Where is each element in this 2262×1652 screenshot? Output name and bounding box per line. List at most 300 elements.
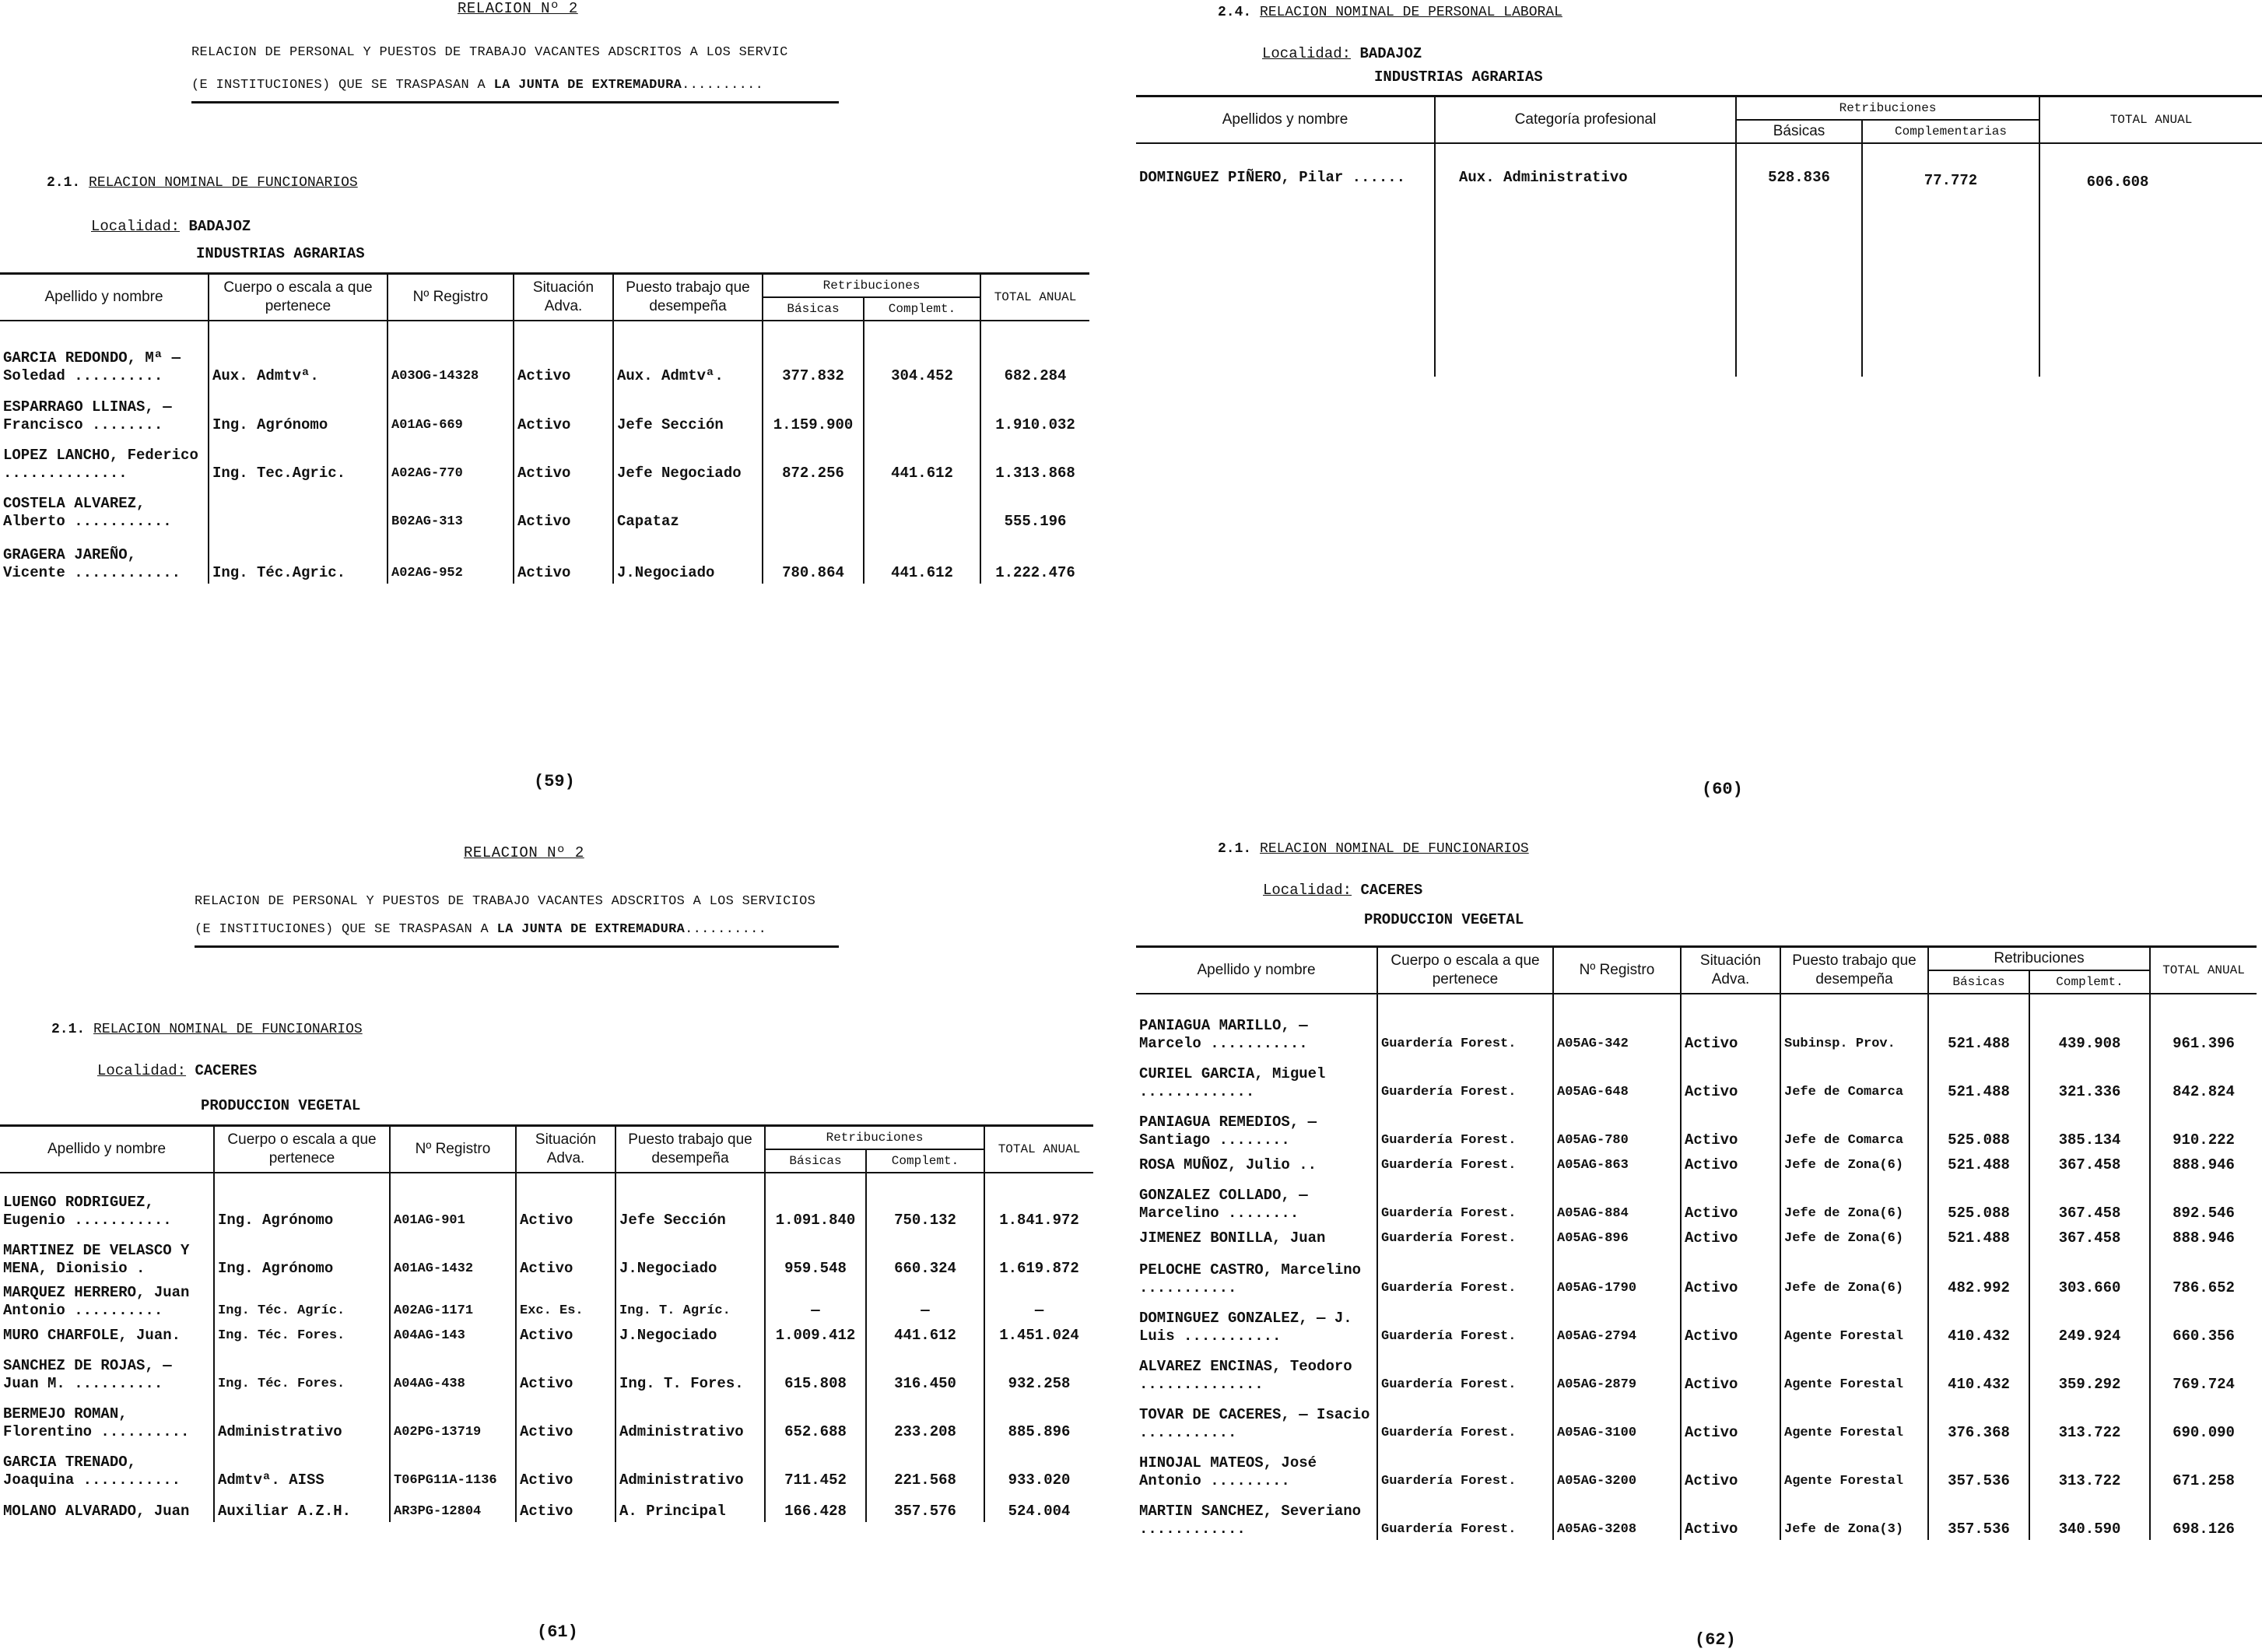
cell-name: LUENGO RODRIGUEZ, Eugenio ........... bbox=[3, 1194, 172, 1229]
cell-complem: 357.576 bbox=[866, 1491, 984, 1522]
cell-complem: 316.450 bbox=[866, 1346, 984, 1394]
cell-name: PELOCHE CASTRO, Marcelino ........... bbox=[1139, 1261, 1362, 1296]
col-basicas: Básicas bbox=[763, 297, 864, 321]
cell-complem: 439.908 bbox=[2029, 994, 2150, 1054]
section-label: RELACION NOMINAL DE FUNCIONARIOS bbox=[89, 175, 358, 191]
col-situacion: Situación Adva. bbox=[1681, 947, 1780, 994]
cell-situacion: Activo bbox=[1681, 1103, 1780, 1151]
page-number: (61) bbox=[537, 1622, 578, 1642]
cell-name: CURIEL GARCIA, Miguel ............. bbox=[1139, 1065, 1326, 1100]
table-row bbox=[1136, 1249, 2257, 1299]
cell-situacion: Activo bbox=[516, 1491, 615, 1522]
table-row bbox=[1136, 1443, 2257, 1492]
cell-total: 524.004 bbox=[984, 1491, 1093, 1522]
col-complem: Complementarias bbox=[1862, 120, 2039, 143]
col-retribuciones: Retribuciones bbox=[1928, 947, 2150, 971]
cell-basicas: 357.536 bbox=[1928, 1492, 2029, 1540]
table-row bbox=[0, 1394, 1093, 1443]
col-name: Apellido y nombre bbox=[0, 1126, 214, 1173]
cell-puesto: Capataz bbox=[613, 484, 763, 532]
cell-name: LOPEZ LANCHO, Federico .............. bbox=[3, 447, 198, 482]
cell-cuerpo: Guardería Forest. bbox=[1377, 994, 1553, 1054]
cell-registro: A05AG-863 bbox=[1553, 1151, 1681, 1176]
cell-cuerpo: Aux. Admtvª. bbox=[209, 321, 388, 387]
cell-basicas: 410.432 bbox=[1928, 1347, 2029, 1395]
cell-situacion: Activo bbox=[1681, 1347, 1780, 1395]
cell-registro: T06PG11A-1136 bbox=[390, 1443, 516, 1491]
cell-complem: 233.208 bbox=[866, 1394, 984, 1443]
cell-complem: 249.924 bbox=[2029, 1299, 2150, 1347]
cell-name: SANCHEZ DE ROJAS, — Juan M. .......... bbox=[3, 1357, 172, 1392]
cell-name: HINOJAL MATEOS, José Antonio ......... bbox=[1139, 1454, 1317, 1489]
cell-cuerpo: Guardería Forest. bbox=[1377, 1103, 1553, 1151]
cell-registro: A02PG-13719 bbox=[390, 1394, 516, 1443]
col-complem: Complemt. bbox=[2029, 970, 2150, 994]
cell-basicas: 525.088 bbox=[1928, 1176, 2029, 1224]
cell-cuerpo: Auxiliar A.Z.H. bbox=[214, 1491, 390, 1522]
cell-situacion: Activo bbox=[1681, 1492, 1780, 1540]
cell-registro: AR3PG-12804 bbox=[390, 1491, 516, 1522]
cell-basicas: 1.009.412 bbox=[765, 1321, 866, 1346]
cell-name: ALVAREZ ENCINAS, Teodoro .............. bbox=[1139, 1358, 1352, 1393]
cell-situacion: Activo bbox=[1681, 994, 1780, 1054]
page-60 bbox=[1136, 0, 2262, 825]
page-number: (62) bbox=[1695, 1630, 1736, 1650]
locality-label: Localidad: bbox=[97, 1062, 187, 1079]
cell-total: 910.222 bbox=[2150, 1103, 2257, 1151]
cell-complem: 77.772 bbox=[1862, 143, 2039, 377]
table-row bbox=[1136, 1492, 2257, 1540]
table-row bbox=[0, 532, 1089, 584]
cell-total: — bbox=[984, 1279, 1093, 1321]
cell-puesto: Agente Forestal bbox=[1780, 1395, 1928, 1443]
cell-name: DOMINGUEZ PIÑERO, Pilar ...... bbox=[1139, 169, 1406, 186]
locality-value: BADAJOZ bbox=[188, 218, 251, 235]
header-prefix: (E INSTITUCIONES) QUE SE TRASPASAN A bbox=[195, 922, 489, 937]
page-number: (59) bbox=[534, 772, 575, 791]
table-row bbox=[0, 1279, 1093, 1321]
col-puesto: Puesto trabajo que desempeña bbox=[615, 1126, 765, 1173]
page-62 bbox=[1136, 837, 2262, 1652]
relation-header-line1: RELACION DE PERSONAL Y PUESTOS DE TRABAJO VACANTES ADSCRITOS A LOS SERVICIOS bbox=[195, 894, 816, 909]
personnel-table bbox=[0, 1124, 1093, 1522]
table-row bbox=[0, 321, 1089, 387]
cell-cuerpo: Guardería Forest. bbox=[1377, 1443, 1553, 1492]
cell-puesto: Agente Forestal bbox=[1780, 1347, 1928, 1395]
table-row bbox=[0, 1231, 1093, 1279]
cell-registro: A05AG-3100 bbox=[1553, 1395, 1681, 1443]
cell-complem: 304.452 bbox=[864, 321, 980, 387]
cell-name: GARCIA TRENADO, Joaquina ........... bbox=[3, 1454, 181, 1489]
section-number: 2.1. bbox=[51, 1022, 86, 1037]
cell-situacion: Activo bbox=[1681, 1443, 1780, 1492]
cell-complem bbox=[864, 387, 980, 436]
col-puesto: Puesto trabajo que desempeña bbox=[1780, 947, 1928, 994]
cell-name: PANIAGUA MARILLO, — Marcelo ........... bbox=[1139, 1017, 1308, 1052]
cell-basicas: 528.836 bbox=[1736, 143, 1862, 377]
locality bbox=[97, 1062, 257, 1079]
cell-cuerpo: Guardería Forest. bbox=[1377, 1151, 1553, 1176]
col-name: Apellidos y nombre bbox=[1136, 96, 1435, 144]
cell-total: 1.619.872 bbox=[984, 1231, 1093, 1279]
table-row bbox=[0, 436, 1089, 484]
cell-cuerpo: Guardería Forest. bbox=[1377, 1492, 1553, 1540]
cell-complem: 313.722 bbox=[2029, 1443, 2150, 1492]
cell-registro: A05AG-896 bbox=[1553, 1224, 1681, 1249]
cell-basicas: 521.488 bbox=[1928, 994, 2029, 1054]
relation-title: RELACION Nº 2 bbox=[458, 0, 578, 17]
cell-basicas: 615.808 bbox=[765, 1346, 866, 1394]
cell-puesto: J.Negociado bbox=[615, 1321, 765, 1346]
cell-cuerpo: Ing. Téc.Agric. bbox=[209, 532, 388, 584]
col-name: Apellido y nombre bbox=[0, 274, 209, 321]
table-row bbox=[1136, 1054, 2257, 1103]
col-basicas: Básicas bbox=[1928, 970, 2029, 994]
cell-puesto: Jefe de Zona(6) bbox=[1780, 1249, 1928, 1299]
cell-situacion: Activo bbox=[514, 321, 613, 387]
relation-header-line2 bbox=[195, 922, 766, 937]
cell-registro: A02AG-952 bbox=[388, 532, 514, 584]
section-heading bbox=[1218, 5, 1562, 20]
cell-name: MURO CHARFOLE, Juan. bbox=[3, 1327, 181, 1344]
cell-complem: 313.722 bbox=[2029, 1395, 2150, 1443]
col-categoria: Categoría profesional bbox=[1435, 96, 1736, 144]
cell-total: 698.126 bbox=[2150, 1492, 2257, 1540]
cell-complem: 367.458 bbox=[2029, 1176, 2150, 1224]
cell-situacion: Activo bbox=[516, 1321, 615, 1346]
relation-header-line2 bbox=[191, 78, 763, 93]
cell-name: JIMENEZ BONILLA, Juan bbox=[1139, 1229, 1326, 1247]
locality-value: CACERES bbox=[1360, 882, 1423, 899]
unit-name: INDUSTRIAS AGRARIAS bbox=[196, 245, 365, 262]
cell-registro: A05AG-3200 bbox=[1553, 1443, 1681, 1492]
page-number: (60) bbox=[1702, 780, 1743, 799]
cell-registro: A05AG-2879 bbox=[1553, 1347, 1681, 1395]
cell-total: 690.090 bbox=[2150, 1395, 2257, 1443]
cell-cuerpo: Ing. Agrónomo bbox=[209, 387, 388, 436]
table-row bbox=[0, 1443, 1093, 1491]
cell-total: 671.258 bbox=[2150, 1443, 2257, 1492]
relation-title: RELACION Nº 2 bbox=[464, 844, 584, 861]
cell-situacion: Activo bbox=[1681, 1299, 1780, 1347]
unit-name: PRODUCCION VEGETAL bbox=[201, 1097, 361, 1114]
cell-puesto: J.Negociado bbox=[615, 1231, 765, 1279]
table-row bbox=[0, 1491, 1093, 1522]
cell-cuerpo: Ing. Téc. Fores. bbox=[214, 1321, 390, 1346]
cell-registro: A05AG-2794 bbox=[1553, 1299, 1681, 1347]
cell-situacion: Exc. Es. bbox=[516, 1279, 615, 1321]
cell-puesto: Agente Forestal bbox=[1780, 1299, 1928, 1347]
table-row bbox=[1136, 1151, 2257, 1176]
col-total: TOTAL ANUAL bbox=[2039, 96, 2262, 144]
unit-name: INDUSTRIAS AGRARIAS bbox=[1374, 68, 1543, 86]
cell-cuerpo: Guardería Forest. bbox=[1377, 1054, 1553, 1103]
col-situacion: Situación Adva. bbox=[514, 274, 613, 321]
cell-name: COSTELA ALVAREZ, Alberto ........... bbox=[3, 495, 172, 530]
cell-total: 885.896 bbox=[984, 1394, 1093, 1443]
section-number: 2.4. bbox=[1218, 5, 1252, 20]
cell-total: 892.546 bbox=[2150, 1176, 2257, 1224]
cell-complem: 359.292 bbox=[2029, 1347, 2150, 1395]
cell-basicas bbox=[763, 484, 864, 532]
cell-basicas: 377.832 bbox=[763, 321, 864, 387]
cell-total: 1.451.024 bbox=[984, 1321, 1093, 1346]
cell-total: 842.824 bbox=[2150, 1054, 2257, 1103]
cell-situacion: Activo bbox=[1681, 1224, 1780, 1249]
cell-complem: 221.568 bbox=[866, 1443, 984, 1491]
cell-situacion: Activo bbox=[516, 1231, 615, 1279]
cell-name: GONZALEZ COLLADO, — Marcelino ........ bbox=[1139, 1187, 1308, 1222]
table-row bbox=[0, 1173, 1093, 1231]
cell-puesto: Agente Forestal bbox=[1780, 1443, 1928, 1492]
cell-cuerpo: Ing. Téc. Agríc. bbox=[214, 1279, 390, 1321]
col-retribuciones: Retribuciones bbox=[1736, 96, 2039, 121]
section-label: RELACION NOMINAL DE PERSONAL LABORAL bbox=[1260, 5, 1562, 20]
cell-registro: B02AG-313 bbox=[388, 484, 514, 532]
cell-puesto: Ing. T. Fores. bbox=[615, 1346, 765, 1394]
cell-name: GARCIA REDONDO, Mª — Soledad .......... bbox=[3, 349, 181, 384]
labor-personnel-table bbox=[1136, 95, 2262, 377]
cell-cuerpo: Admtvª. AISS bbox=[214, 1443, 390, 1491]
cell-situacion: Activo bbox=[514, 436, 613, 484]
cell-total: 888.946 bbox=[2150, 1224, 2257, 1249]
cell-puesto: Aux. Admtvª. bbox=[613, 321, 763, 387]
cell-basicas: 525.088 bbox=[1928, 1103, 2029, 1151]
cell-situacion: Activo bbox=[516, 1346, 615, 1394]
page-59 bbox=[0, 0, 1128, 825]
cell-name: ESPARRAGO LLINAS, — Francisco ........ bbox=[3, 398, 172, 433]
cell-puesto: Administrativo bbox=[615, 1443, 765, 1491]
header-rule bbox=[191, 101, 839, 103]
cell-name: GRAGERA JAREÑO, Vicente ............ bbox=[3, 546, 181, 581]
col-complem: Complemt. bbox=[864, 297, 980, 321]
cell-basicas: 482.992 bbox=[1928, 1249, 2029, 1299]
header-entity: LA JUNTA DE EXTREMADURA bbox=[496, 922, 686, 937]
section-heading bbox=[1218, 841, 1529, 857]
section-heading bbox=[47, 175, 358, 191]
cell-registro: A05AG-780 bbox=[1553, 1103, 1681, 1151]
table-row bbox=[1136, 1347, 2257, 1395]
cell-total: 769.724 bbox=[2150, 1347, 2257, 1395]
cell-cuerpo: Guardería Forest. bbox=[1377, 1176, 1553, 1224]
cell-cuerpo: Ing. Agrónomo bbox=[214, 1231, 390, 1279]
col-cuerpo: Cuerpo o escala a que pertenece bbox=[1377, 947, 1553, 994]
col-total: TOTAL ANUAL bbox=[984, 1126, 1093, 1173]
cell-basicas: 521.488 bbox=[1928, 1054, 2029, 1103]
col-registro: Nº Registro bbox=[388, 274, 514, 321]
cell-name: PANIAGUA REMEDIOS, — Santiago ........ bbox=[1139, 1114, 1317, 1149]
locality-label: Localidad: bbox=[1263, 882, 1352, 899]
col-basicas: Básicas bbox=[765, 1149, 866, 1173]
cell-situacion: Activo bbox=[1681, 1054, 1780, 1103]
cell-cuerpo: Ing. Agrónomo bbox=[214, 1173, 390, 1231]
col-registro: Nº Registro bbox=[1553, 947, 1681, 994]
cell-cuerpo bbox=[209, 484, 388, 532]
cell-situacion: Activo bbox=[1681, 1176, 1780, 1224]
section-number: 2.1. bbox=[47, 175, 81, 191]
cell-name: DOMINGUEZ GONZALEZ, — J. Luis ........... bbox=[1139, 1310, 1352, 1345]
cell-name: MARQUEZ HERRERO, Juan Antonio .......... bbox=[3, 1284, 190, 1319]
relation-header-line1: RELACION DE PERSONAL Y PUESTOS DE TRABAJO VACANTES ADSCRITOS A LOS SERVIC bbox=[191, 45, 788, 60]
col-cuerpo: Cuerpo o escala a que pertenece bbox=[214, 1126, 390, 1173]
cell-total: 1.841.972 bbox=[984, 1173, 1093, 1231]
cell-puesto: Jefe Sección bbox=[613, 387, 763, 436]
cell-situacion: Activo bbox=[514, 532, 613, 584]
cell-registro: A05AG-1790 bbox=[1553, 1249, 1681, 1299]
cell-total: 933.020 bbox=[984, 1443, 1093, 1491]
col-complem: Complemt. bbox=[866, 1149, 984, 1173]
cell-puesto: Jefe de Zona(6) bbox=[1780, 1224, 1928, 1249]
cell-registro: A03OG-14328 bbox=[388, 321, 514, 387]
table-row bbox=[1136, 143, 2262, 377]
cell-complem: 367.458 bbox=[2029, 1151, 2150, 1176]
table-row bbox=[1136, 1103, 2257, 1151]
table-row bbox=[1136, 1176, 2257, 1224]
cell-basicas: 1.159.900 bbox=[763, 387, 864, 436]
cell-puesto: Jefe de Zona(6) bbox=[1780, 1151, 1928, 1176]
table-row bbox=[1136, 994, 2257, 1054]
cell-basicas: 780.864 bbox=[763, 532, 864, 584]
locality bbox=[1263, 882, 1422, 899]
col-name: Apellido y nombre bbox=[1136, 947, 1377, 994]
section-label: RELACION NOMINAL DE FUNCIONARIOS bbox=[93, 1022, 363, 1037]
table-row bbox=[1136, 1299, 2257, 1347]
col-retribuciones: Retribuciones bbox=[763, 274, 980, 298]
cell-basicas: 872.256 bbox=[763, 436, 864, 484]
header-rule bbox=[195, 945, 839, 948]
table-row bbox=[1136, 1224, 2257, 1249]
personnel-table bbox=[1136, 945, 2257, 1540]
cell-cuerpo: Ing. Téc. Fores. bbox=[214, 1346, 390, 1394]
personnel-table bbox=[0, 272, 1089, 584]
unit-name: PRODUCCION VEGETAL bbox=[1364, 911, 1524, 928]
cell-cuerpo: Guardería Forest. bbox=[1377, 1249, 1553, 1299]
cell-cuerpo: Ing. Tec.Agric. bbox=[209, 436, 388, 484]
cell-total: 555.196 bbox=[980, 484, 1089, 532]
col-basicas: Básicas bbox=[1736, 120, 1862, 143]
cell-basicas: 166.428 bbox=[765, 1491, 866, 1522]
cell-registro: A05AG-3208 bbox=[1553, 1492, 1681, 1540]
cell-registro: A05AG-884 bbox=[1553, 1176, 1681, 1224]
cell-registro: A02AG-770 bbox=[388, 436, 514, 484]
section-heading bbox=[51, 1022, 363, 1037]
cell-name: BERMEJO ROMAN, Florentino .......... bbox=[3, 1405, 190, 1440]
locality-value: BADAJOZ bbox=[1359, 45, 1422, 62]
cell-situacion: Activo bbox=[516, 1443, 615, 1491]
cell-puesto: Jefe Negociado bbox=[613, 436, 763, 484]
col-cuerpo: Cuerpo o escala a que pertenece bbox=[209, 274, 388, 321]
cell-total: 961.396 bbox=[2150, 994, 2257, 1054]
cell-complem: 340.590 bbox=[2029, 1492, 2150, 1540]
cell-registro: A01AG-901 bbox=[390, 1173, 516, 1231]
cell-situacion: Activo bbox=[514, 484, 613, 532]
cell-name: ROSA MUÑOZ, Julio .. bbox=[1139, 1156, 1317, 1173]
locality-label: Localidad: bbox=[91, 218, 181, 235]
table-row bbox=[0, 1346, 1093, 1394]
header-entity: LA JUNTA DE EXTREMADURA bbox=[493, 78, 682, 93]
cell-basicas: 1.091.840 bbox=[765, 1173, 866, 1231]
header-dots: .......... bbox=[682, 78, 764, 93]
cell-basicas: 357.536 bbox=[1928, 1443, 2029, 1492]
cell-complem: 441.612 bbox=[866, 1321, 984, 1346]
col-retribuciones: Retribuciones bbox=[765, 1126, 984, 1150]
cell-total: 1.910.032 bbox=[980, 387, 1089, 436]
cell-cuerpo: Guardería Forest. bbox=[1377, 1395, 1553, 1443]
cell-registro: A02AG-1171 bbox=[390, 1279, 516, 1321]
locality-label: Localidad: bbox=[1262, 45, 1352, 62]
cell-puesto: Jefe Sección bbox=[615, 1173, 765, 1231]
cell-puesto: Subinsp. Prov. bbox=[1780, 994, 1928, 1054]
col-registro: Nº Registro bbox=[390, 1126, 516, 1173]
table-row bbox=[0, 484, 1089, 532]
table-row bbox=[1136, 1395, 2257, 1443]
cell-complem: 750.132 bbox=[866, 1173, 984, 1231]
cell-total: 606.608 bbox=[2039, 143, 2262, 377]
cell-situacion: Activo bbox=[1681, 1151, 1780, 1176]
section-number: 2.1. bbox=[1218, 841, 1252, 857]
cell-registro: A04AG-438 bbox=[390, 1346, 516, 1394]
cell-puesto: Administrativo bbox=[615, 1394, 765, 1443]
cell-cuerpo: Guardería Forest. bbox=[1377, 1224, 1553, 1249]
cell-situacion: Activo bbox=[1681, 1249, 1780, 1299]
col-puesto: Puesto trabajo que desempeña bbox=[613, 274, 763, 321]
cell-basicas: 521.488 bbox=[1928, 1224, 2029, 1249]
cell-basicas: 959.548 bbox=[765, 1231, 866, 1279]
cell-total: 888.946 bbox=[2150, 1151, 2257, 1176]
cell-puesto: Jefe de Zona(6) bbox=[1780, 1176, 1928, 1224]
cell-puesto: Ing. T. Agríc. bbox=[615, 1279, 765, 1321]
cell-complem: 385.134 bbox=[2029, 1103, 2150, 1151]
cell-total: 1.222.476 bbox=[980, 532, 1089, 584]
cell-registro: A01AG-1432 bbox=[390, 1231, 516, 1279]
cell-basicas: — bbox=[765, 1279, 866, 1321]
locality-value: CACERES bbox=[195, 1062, 258, 1079]
cell-complem: 367.458 bbox=[2029, 1224, 2150, 1249]
page-61 bbox=[0, 837, 1128, 1652]
cell-puesto: Jefe de Comarca bbox=[1780, 1103, 1928, 1151]
col-situacion: Situación Adva. bbox=[516, 1126, 615, 1173]
cell-complem: 303.660 bbox=[2029, 1249, 2150, 1299]
cell-basicas: 410.432 bbox=[1928, 1299, 2029, 1347]
cell-total: 1.313.868 bbox=[980, 436, 1089, 484]
cell-registro: A05AG-648 bbox=[1553, 1054, 1681, 1103]
cell-basicas: 521.488 bbox=[1928, 1151, 2029, 1176]
cell-total: 786.652 bbox=[2150, 1249, 2257, 1299]
cell-total: 682.284 bbox=[980, 321, 1089, 387]
cell-total: 660.356 bbox=[2150, 1299, 2257, 1347]
col-total: TOTAL ANUAL bbox=[980, 274, 1089, 321]
cell-name: MOLANO ALVARADO, Juan bbox=[3, 1503, 190, 1520]
cell-cuerpo: Guardería Forest. bbox=[1377, 1347, 1553, 1395]
cell-name: MARTIN SANCHEZ, Severiano ............ bbox=[1139, 1503, 1362, 1538]
cell-complem: 660.324 bbox=[866, 1231, 984, 1279]
cell-basicas: 376.368 bbox=[1928, 1395, 2029, 1443]
header-prefix: (E INSTITUCIONES) QUE SE TRASPASAN A bbox=[191, 78, 486, 93]
cell-basicas: 711.452 bbox=[765, 1443, 866, 1491]
cell-situacion: Activo bbox=[1681, 1395, 1780, 1443]
cell-registro: A01AG-669 bbox=[388, 387, 514, 436]
cell-categoria: Aux. Administrativo bbox=[1435, 143, 1736, 377]
cell-cuerpo: Guardería Forest. bbox=[1377, 1299, 1553, 1347]
cell-situacion: Activo bbox=[514, 387, 613, 436]
cell-complem: 441.612 bbox=[864, 436, 980, 484]
cell-registro: A04AG-143 bbox=[390, 1321, 516, 1346]
header-dots: .......... bbox=[685, 922, 767, 937]
cell-puesto: A. Principal bbox=[615, 1491, 765, 1522]
cell-puesto: J.Negociado bbox=[613, 532, 763, 584]
table-row bbox=[0, 1321, 1093, 1346]
cell-complem: 321.336 bbox=[2029, 1054, 2150, 1103]
